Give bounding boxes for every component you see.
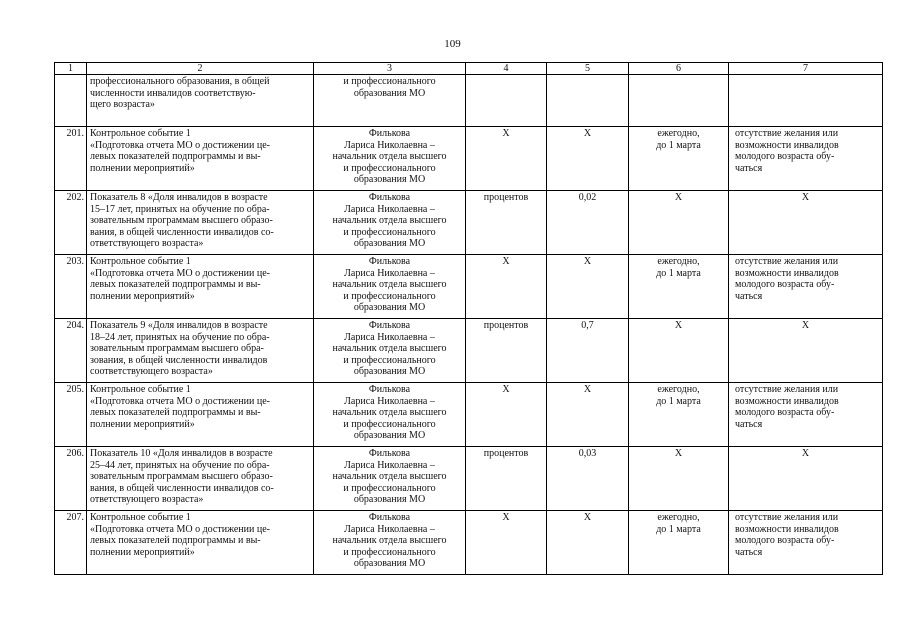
row-number: 203. (55, 255, 87, 319)
row-unit: Х (466, 511, 547, 575)
row-deadline (629, 75, 729, 127)
table-row (55, 75, 883, 127)
row-unit: процентов (466, 191, 547, 255)
table-row (55, 383, 883, 447)
row-description: Показатель 8 «Доля инвалидов в возрасте 15–17 лет, принятых на обучение по обра- зовательным программам высшего образо- вания, в общей численности инвалидов со- ответствующего возраста» (87, 191, 314, 255)
table-row (55, 255, 883, 319)
table-header-row (55, 63, 883, 75)
row-note: отсутствие желания или возможности инвалидов молодого возраста обу- чаться (729, 383, 883, 447)
row-description: профессионального образования, в общей численности инвалидов соответствую- щего возраста» (87, 75, 314, 127)
table-row (55, 319, 883, 383)
row-number: 204. (55, 319, 87, 383)
row-description: Контрольное событие 1 «Подготовка отчета МО о достижении це- левых показателей подпрограммы и вы- полнении мероприятий» (87, 255, 314, 319)
row-unit: процентов (466, 447, 547, 511)
row-deadline: ежегодно, до 1 марта (629, 511, 729, 575)
column-header: 2 (87, 63, 314, 75)
row-unit: Х (466, 127, 547, 191)
row-note (729, 75, 883, 127)
page-number: 109 (444, 38, 461, 50)
row-value (547, 75, 629, 127)
row-unit: процентов (466, 319, 547, 383)
row-unit: Х (466, 255, 547, 319)
row-deadline: Х (629, 447, 729, 511)
row-value: 0,02 (547, 191, 629, 255)
column-header: 3 (314, 63, 466, 75)
row-responsible: Филькова Лариса Николаевна – начальник отдела высшего и профессионального образования МО (314, 191, 466, 255)
row-responsible: Филькова Лариса Николаевна – начальник отдела высшего и профессионального образования МО (314, 255, 466, 319)
row-responsible: Филькова Лариса Николаевна – начальник отдела высшего и профессионального образования МО (314, 127, 466, 191)
row-number (55, 75, 87, 127)
row-value: Х (547, 127, 629, 191)
column-header: 7 (729, 63, 883, 75)
row-number: 206. (55, 447, 87, 511)
row-value: Х (547, 383, 629, 447)
row-value: 0,7 (547, 319, 629, 383)
column-header: 4 (466, 63, 547, 75)
row-deadline: Х (629, 191, 729, 255)
row-responsible: Филькова Лариса Николаевна – начальник отдела высшего и профессионального образования МО (314, 319, 466, 383)
row-unit: Х (466, 383, 547, 447)
row-deadline: Х (629, 319, 729, 383)
row-description: Показатель 9 «Доля инвалидов в возрасте 18–24 лет, принятых на обучение по обра- зовательным программам высшего обра- зования, в общей численности инвалидов соответствующего возраста» (87, 319, 314, 383)
row-number: 201. (55, 127, 87, 191)
row-note: Х (729, 319, 883, 383)
table-row (55, 191, 883, 255)
row-deadline: ежегодно, до 1 марта (629, 255, 729, 319)
column-header: 1 (55, 63, 87, 75)
row-note: отсутствие желания или возможности инвалидов молодого возраста обу- чаться (729, 127, 883, 191)
row-description: Контрольное событие 1 «Подготовка отчета МО о достижении це- левых показателей подпрограммы и вы- полнении мероприятий» (87, 127, 314, 191)
row-deadline: ежегодно, до 1 марта (629, 383, 729, 447)
column-header: 6 (629, 63, 729, 75)
column-header: 5 (547, 63, 629, 75)
plan-table (54, 62, 883, 575)
row-responsible: и профессионального образования МО (314, 75, 466, 127)
row-value: Х (547, 255, 629, 319)
row-note: отсутствие желания или возможности инвалидов молодого возраста обу- чаться (729, 255, 883, 319)
table-row (55, 511, 883, 575)
row-unit (466, 75, 547, 127)
row-number: 205. (55, 383, 87, 447)
row-value: Х (547, 511, 629, 575)
row-responsible: Филькова Лариса Николаевна – начальник отдела высшего и профессионального образования МО (314, 383, 466, 447)
row-number: 207. (55, 511, 87, 575)
row-description: Показатель 10 «Доля инвалидов в возрасте 25–44 лет, принятых на обучение по обра- зовательным программам высшего образо- вания, в общей численности инвалидов со- ответствующего возраста» (87, 447, 314, 511)
table-row (55, 447, 883, 511)
row-description: Контрольное событие 1 «Подготовка отчета МО о достижении це- левых показателей подпрограммы и вы- полнении мероприятий» (87, 383, 314, 447)
row-value: 0,03 (547, 447, 629, 511)
row-note: Х (729, 447, 883, 511)
row-note: отсутствие желания или возможности инвалидов молодого возраста обу- чаться (729, 511, 883, 575)
table-row (55, 127, 883, 191)
row-description: Контрольное событие 1 «Подготовка отчета МО о достижении це- левых показателей подпрограммы и вы- полнении мероприятий» (87, 511, 314, 575)
row-number: 202. (55, 191, 87, 255)
row-responsible: Филькова Лариса Николаевна – начальник отдела высшего и профессионального образования МО (314, 511, 466, 575)
row-deadline: ежегодно, до 1 марта (629, 127, 729, 191)
row-responsible: Филькова Лариса Николаевна – начальник отдела высшего и профессионального образования МО (314, 447, 466, 511)
row-note: Х (729, 191, 883, 255)
